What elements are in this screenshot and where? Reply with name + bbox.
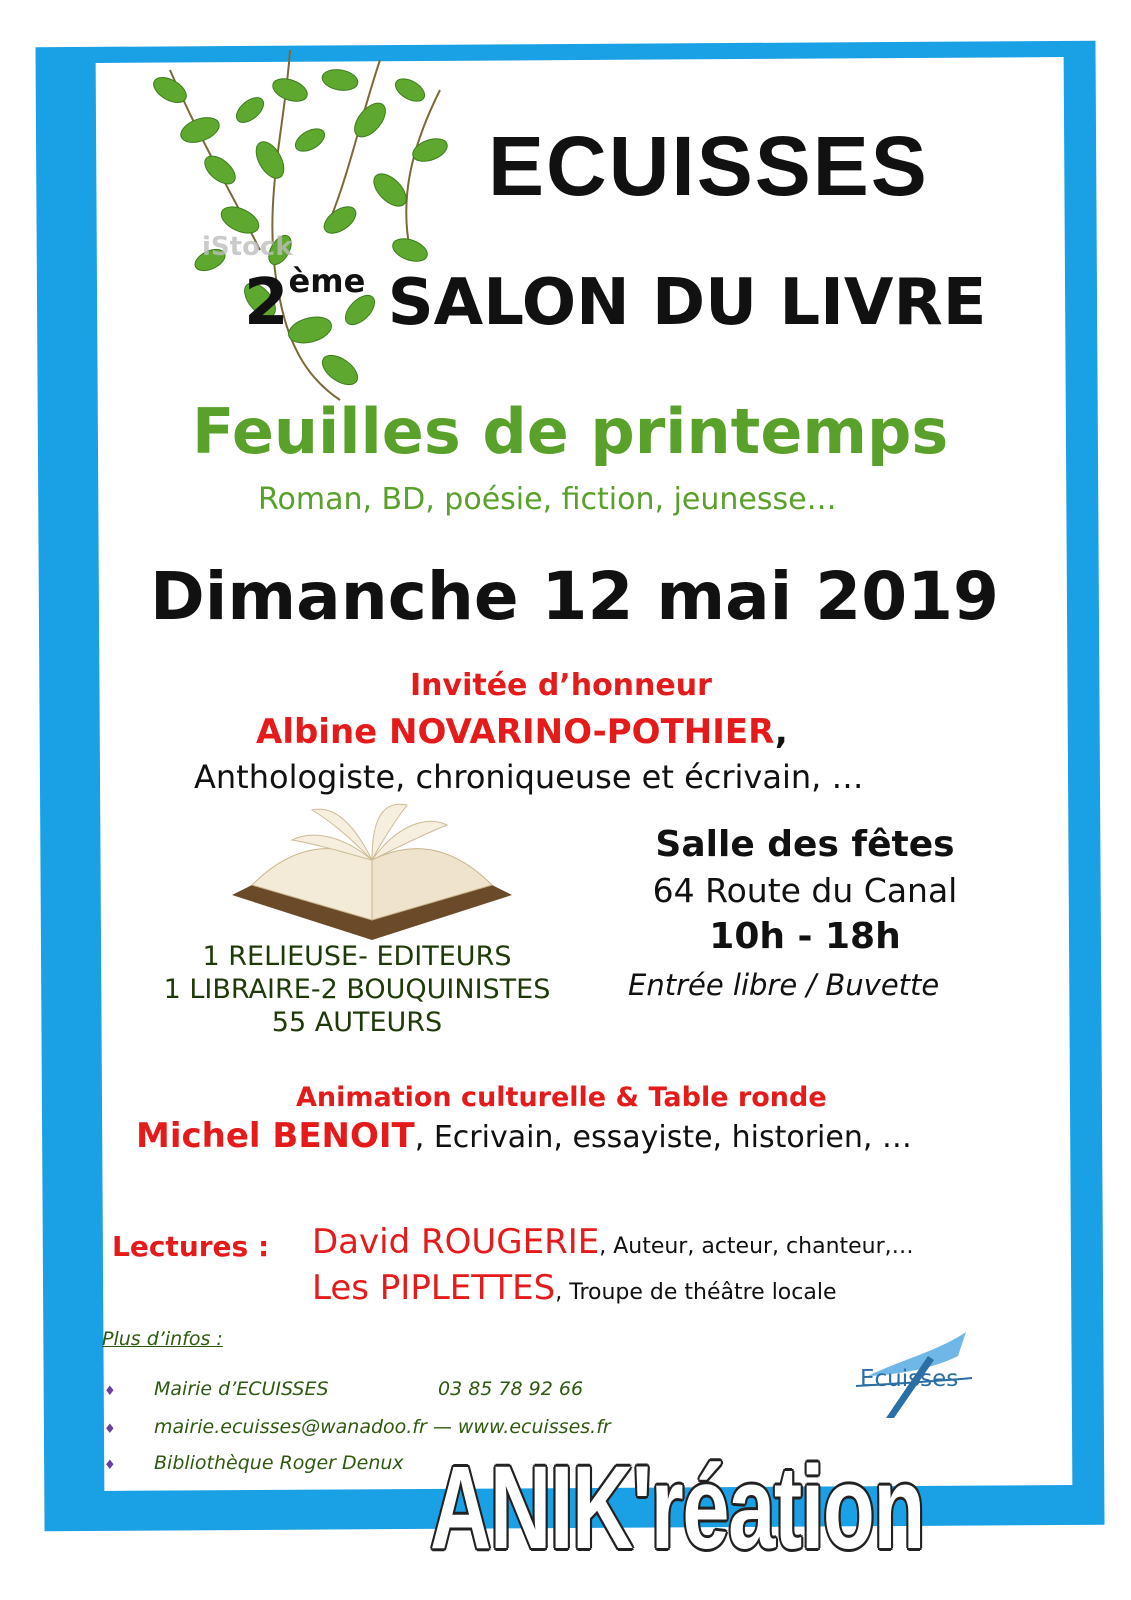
logo-text: Ecuisses [860,1366,959,1392]
animation-name: Michel BENOIT [136,1116,415,1156]
reading-description: , Auteur, acteur, chanteur,… [599,1234,914,1259]
guest-heading: Invitée d’honneur [410,668,712,703]
animation-title: Animation culturelle & Table ronde [296,1082,827,1113]
diamond-icon: ♦ [104,1458,116,1473]
guest-description: Anthologiste, chroniqueuse et écrivain, … [194,758,864,796]
reading-description: , Troupe de théâtre locale [555,1280,837,1305]
info-label: Mairie d’ECUISSES [154,1378,329,1400]
reading-name: Les PIPLETTES [312,1268,556,1308]
event-date: Dimanche 12 mai 2019 [150,558,999,635]
info-label: Bibliothèque Roger Denux [154,1452,404,1474]
guest-name: Albine NOVARINO-POTHIER [256,712,775,752]
exhibitor-line: 1 RELIEUSE- EDITEURS [202,941,512,972]
town-title: ECUISSES [488,119,929,213]
edition-number: 2 [244,266,289,340]
infos-title: Plus d’infos : [102,1328,223,1350]
info-item [104,1416,611,1438]
edition-suffix: ème [288,262,366,300]
reading-item [312,1222,914,1262]
info-item [104,1452,404,1474]
event-theme: Feuilles de printemps [192,395,949,468]
venue-name: Salle des fêtes [655,824,955,865]
venue-address: 64 Route du Canal [652,871,958,910]
watermark: ANIK'réation [430,1442,924,1574]
event-label: SALON DU LIVRE [387,266,987,340]
open-book-illustration [222,800,522,950]
event-title [244,262,986,340]
leaves-illustration [110,50,490,410]
exhibitor-line: 1 LIBRAIRE-2 BOUQUINISTES [163,974,551,1005]
info-link[interactable]: mairie.ecuisses@wanadoo.fr — www.ecuisses.fr [154,1416,611,1438]
event-genres: Roman, BD, poésie, fiction, jeunesse… [258,482,837,517]
guest-line [256,712,788,752]
diamond-icon: ♦ [104,1384,116,1399]
venue-hours: 10h - 18h [709,916,901,957]
reading-item [312,1268,837,1308]
guest-name-suffix: , [774,712,788,752]
info-item [104,1378,583,1400]
exhibitors [112,940,602,1039]
info-value: 03 85 78 92 66 [438,1378,584,1400]
diamond-icon: ♦ [104,1422,116,1437]
venue [620,822,990,960]
exhibitor-line: 55 AUTEURS [271,1007,443,1038]
animation-description: , Ecrivain, essayiste, historien, … [414,1120,912,1155]
venue-entry: Entrée libre / Buvette [628,968,940,1002]
reading-name: David ROUGERIE [312,1222,600,1262]
animation-line [136,1116,912,1156]
readings-label: Lectures : [112,1230,270,1263]
stock-watermark: iStock [202,232,293,262]
